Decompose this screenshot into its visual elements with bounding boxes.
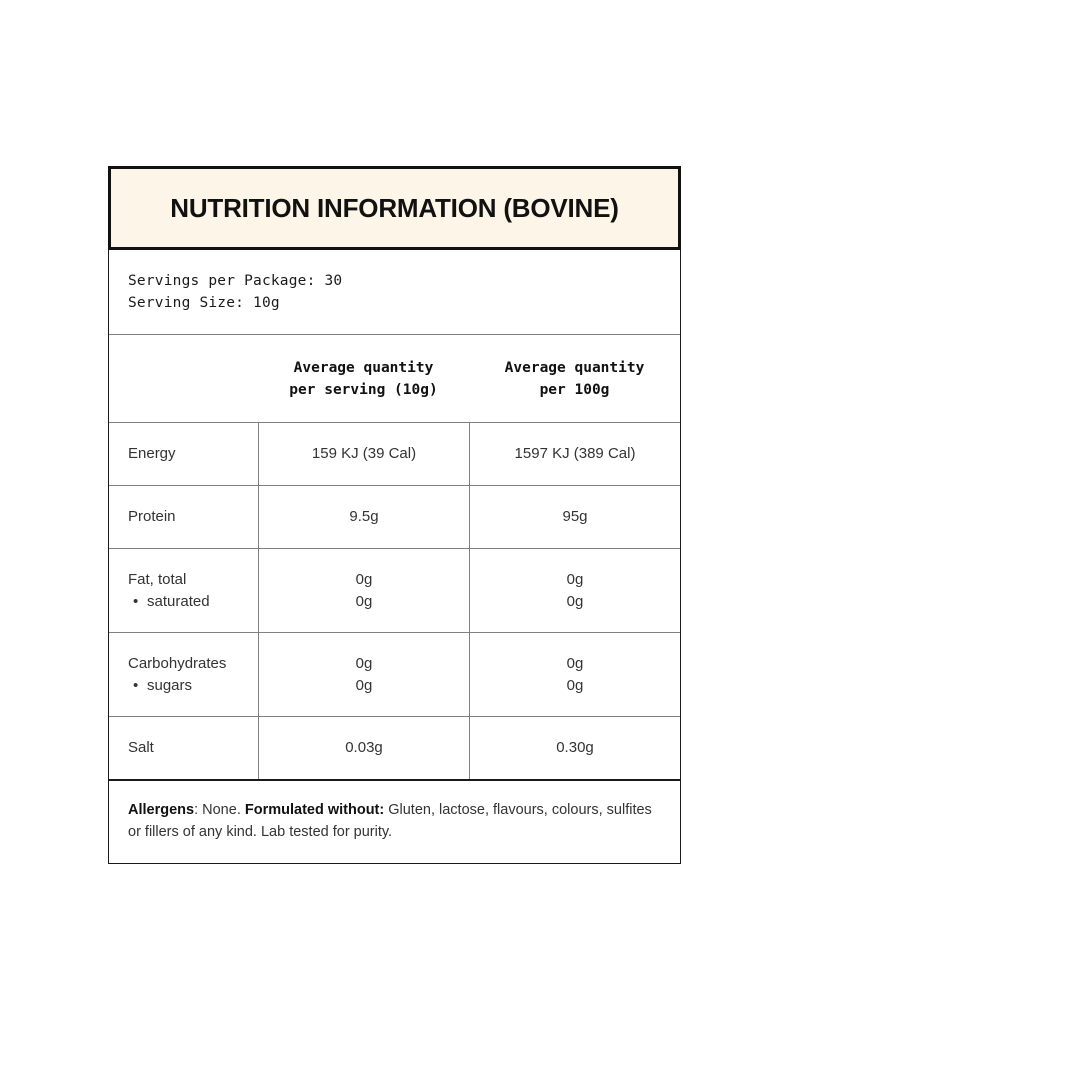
column-header-per-100g xyxy=(469,335,680,422)
panel-header xyxy=(108,166,681,250)
formulated-without-label: Formulated without: xyxy=(244,802,385,818)
nutrient-sub-label xyxy=(128,675,250,697)
nutrient-sub-label xyxy=(128,591,250,613)
nutrient-label: Carbohydrates xyxy=(128,654,227,672)
nutrient-per-100g-cell xyxy=(469,633,680,716)
nutrient-label-cell xyxy=(109,549,258,632)
servings-per-package: Servings per Package: 30 xyxy=(128,273,343,289)
nutrient-per-serving-value: 0g xyxy=(355,654,373,672)
column-header-per-serving-line1: Average quantity xyxy=(293,359,434,376)
nutrient-per-serving-value: 0.03g xyxy=(345,739,383,756)
bullet-icon: • xyxy=(133,676,139,694)
nutrient-per-serving-cell xyxy=(258,423,469,485)
column-header-per-serving xyxy=(258,335,469,422)
nutrient-per-serving-value: 0g xyxy=(355,570,373,588)
nutrient-sub-label-text: saturated xyxy=(147,592,210,610)
panel-body xyxy=(108,250,681,864)
nutrient-sub-per-100g-value: 0g xyxy=(566,676,584,694)
nutrient-per-serving-cell xyxy=(258,633,469,716)
formulated-without-value: Gluten, lactose, flavours, colours, sulfites or fillers of any kind. Lab tested for purity. xyxy=(128,802,652,840)
nutrient-per-serving-value: 9.5g xyxy=(349,508,379,525)
table-row xyxy=(109,486,680,549)
nutrient-per-serving-cell xyxy=(258,486,469,548)
table-row xyxy=(109,633,680,717)
nutrient-sub-per-100g-value: 0g xyxy=(566,592,584,610)
nutrient-per-serving-cell xyxy=(258,717,469,779)
nutrition-information-panel xyxy=(108,166,681,864)
nutrient-label: Energy xyxy=(128,445,176,462)
nutrient-sub-per-serving-value: 0g xyxy=(355,676,373,694)
nutrient-per-100g-value: 0g xyxy=(566,570,584,588)
nutrient-per-100g-cell xyxy=(469,486,680,548)
page-title: NUTRITION INFORMATION (BOVINE) xyxy=(170,192,619,223)
table-row xyxy=(109,717,680,779)
allergens-label: Allergens xyxy=(128,802,195,818)
allergens-value: : None. xyxy=(194,802,245,818)
allergen-footer xyxy=(109,779,680,863)
column-header-label xyxy=(109,335,258,422)
serving-size: Serving Size: 10g xyxy=(128,295,280,311)
nutrient-per-100g-value: 0.30g xyxy=(556,739,594,756)
column-header-per-100g-line2: per 100g xyxy=(539,381,610,398)
table-row xyxy=(109,423,680,486)
nutrient-label-cell xyxy=(109,486,258,548)
nutrient-label-cell xyxy=(109,423,258,485)
servings-block xyxy=(109,250,680,335)
nutrient-label-cell xyxy=(109,717,258,779)
nutrient-label-cell xyxy=(109,633,258,716)
nutrient-per-100g-cell xyxy=(469,423,680,485)
nutrient-label: Protein xyxy=(128,508,176,525)
nutrient-sub-label-text: sugars xyxy=(147,676,193,694)
allergen-footer-text xyxy=(128,799,658,843)
nutrient-label: Salt xyxy=(128,739,154,756)
table-row xyxy=(109,549,680,633)
nutrient-per-100g-cell xyxy=(469,717,680,779)
nutrient-per-100g-value: 0g xyxy=(566,654,584,672)
nutrient-per-100g-value: 1597 KJ (389 Cal) xyxy=(514,445,636,462)
table-column-header-row xyxy=(109,335,680,423)
nutrient-per-serving-value: 159 KJ (39 Cal) xyxy=(311,445,417,462)
nutrient-sub-per-serving-value: 0g xyxy=(355,592,373,610)
column-header-per-100g-line1: Average quantity xyxy=(504,359,645,376)
bullet-icon: • xyxy=(133,592,139,610)
nutrient-label: Fat, total xyxy=(128,570,187,588)
nutrient-per-serving-cell xyxy=(258,549,469,632)
nutrient-per-100g-value: 95g xyxy=(562,508,588,525)
nutrient-per-100g-cell xyxy=(469,549,680,632)
column-header-per-serving-line2: per serving (10g) xyxy=(289,381,438,398)
